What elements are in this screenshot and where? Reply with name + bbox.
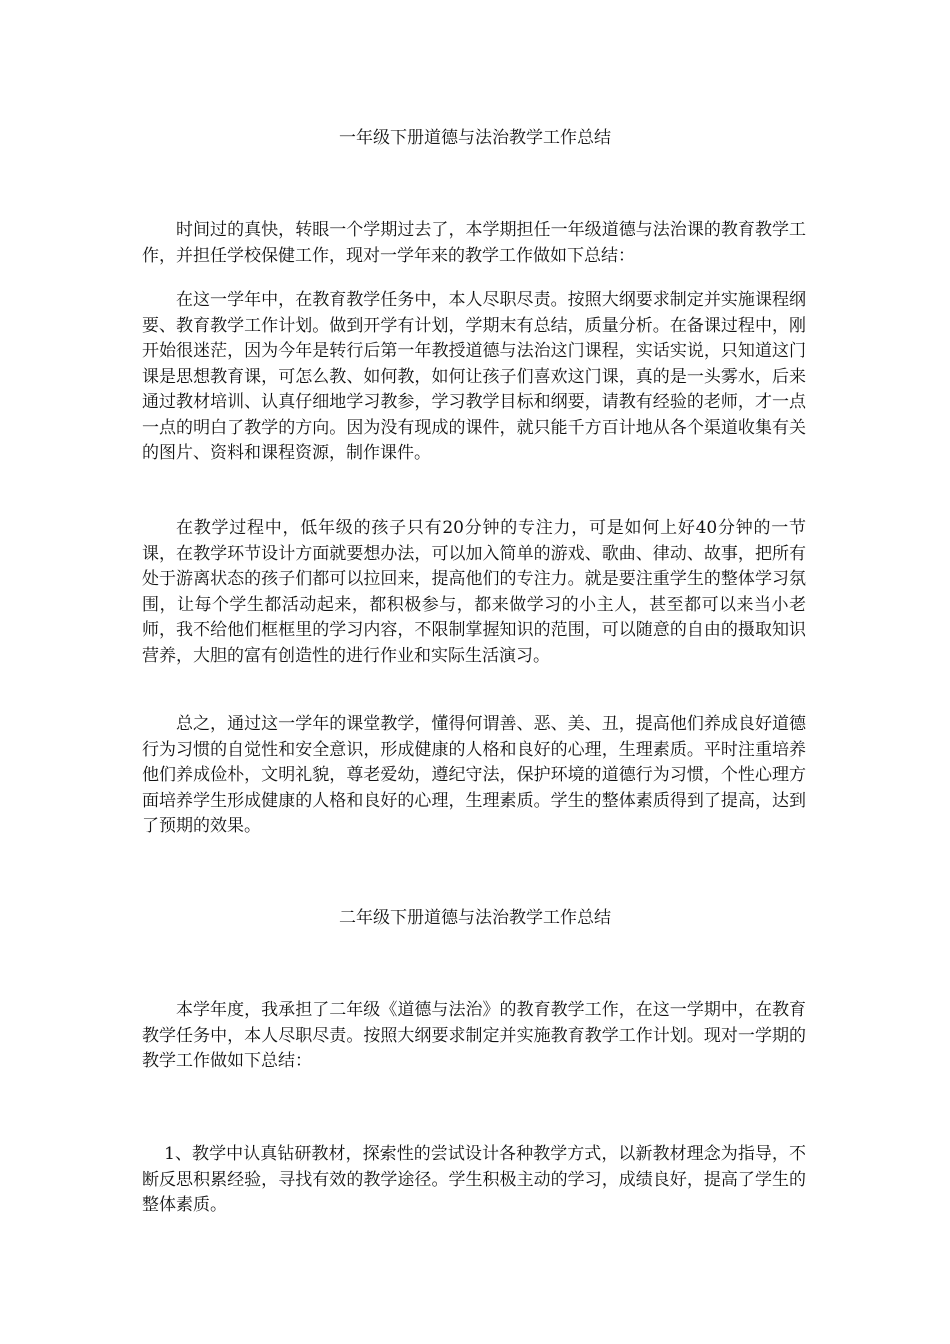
- section1-paragraph-1: 时间过的真快，转眼一个学期过去了，本学期担任一年级道德与法治课的教育教学工作，并担任学校保健工作，现对一学年来的教学工作做如下总结：: [142, 220, 806, 266]
- section1-paragraph-2: 在这一学年中，在教育教学任务中，本人尽职尽责。按照大纲要求制定并实施课程纲要、教育教学工作计划。做到开学有计划，学期末有总结，质量分析。在备课过程中，刚开始很迷茫，因为今年是转行后第一年教授道德与法治这门课程，实话实说，只知道这门课是思想教育课，可怎么教、如何教，如何让孩子们喜欢这门课，真的是一头雾水，后来通过教材培训、认真仔细地学习教参，学习教学目标和纲要，请教有经验的老师，才一点一点的明白了教学的方向。因为没有现成的课件，就只能千方百计地从各个渠道收集有关的图片、资料和课程资源，制作课件。: [142, 290, 806, 463]
- section1-paragraph-3: 在教学过程中，低年级的孩子只有20分钟的专注力，可是如何上好40分钟的一节课，在教学环节设计方面就要想办法，可以加入简单的游戏、歌曲、律动、故事，把所有处于游离状态的孩子们都可以拉回来，提高他们的专注力。就是要注重学生的整体学习氛围，让每个学生都活动起来，都积极参与，都来做学习的小主人，甚至都可以来当小老师，我不给他们框框里的学习内容，不限制掌握知识的范围，可以随意的自由的摄取知识营养，大胆的富有创造性的进行作业和实际生活演习。: [142, 518, 806, 666]
- section1-title: 一年级下册道德与法治教学工作总结: [339, 128, 611, 148]
- section2-title: 二年级下册道德与法治教学工作总结: [339, 908, 611, 928]
- section1-paragraph-4: 总之，通过这一学年的课堂教学，懂得何谓善、恶、美、丑，提高他们养成良好道德行为习惯的自觉性和安全意识，形成健康的人格和良好的心理，生理素质。平时注重培养他们养成俭朴，文明礼貌，尊老爱幼，遵纪守法，保护环境的道德行为习惯，个性心理方面培养学生形成健康的人格和良好的心理，生理素质。学生的整体素质得到了提高，达到了预期的效果。: [142, 714, 806, 836]
- section2-paragraph-1: 本学年度，我承担了二年级《道德与法治》的教育教学工作，在这一学期中，在教育教学任务中，本人尽职尽责。按照大纲要求制定并实施教育教学工作计划。现对一学期的教学工作做如下总结：: [142, 1000, 806, 1071]
- section2-list-item-1: 1、教学中认真钻研教材，探索性的尝试设计各种教学方式，以新教材理念为指导，不断反思积累经验，寻找有效的教学途径。学生积极主动的学习，成绩良好，提高了学生的整体素质。: [142, 1144, 806, 1215]
